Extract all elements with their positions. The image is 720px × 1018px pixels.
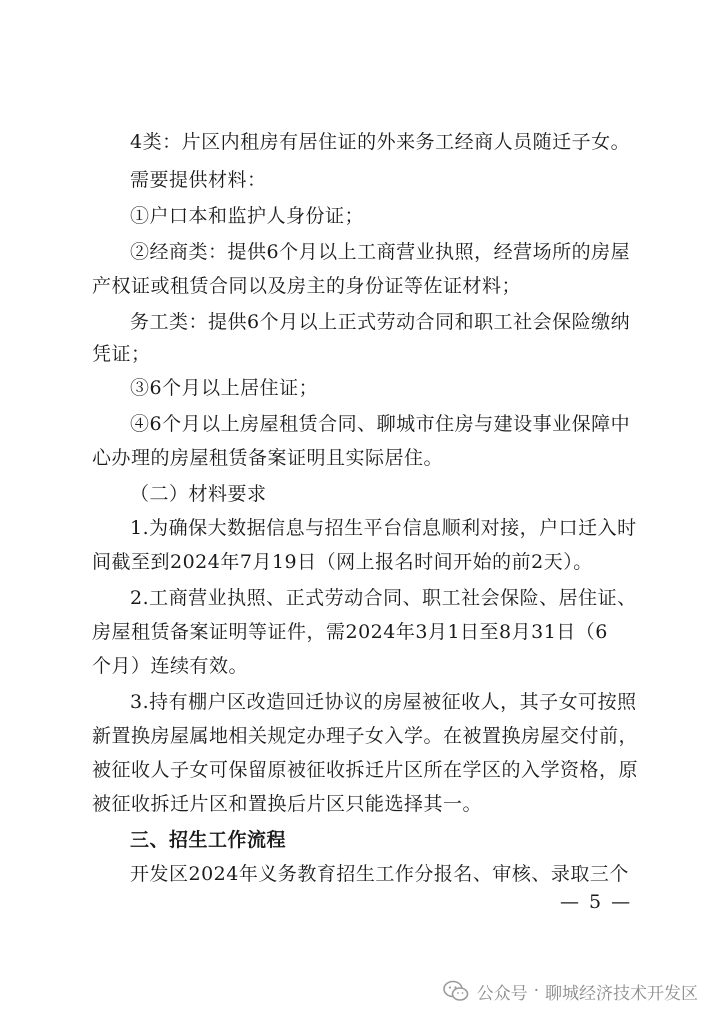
- text-line: 3.持有棚户区改造回迁协议的房屋被征收人，其子女可按照: [130, 691, 637, 713]
- wechat-icon: [443, 980, 469, 1002]
- text-line: 凭证；: [92, 343, 151, 365]
- watermark-account-name: 聊城经济技术开发区: [545, 983, 698, 1004]
- text-line: 心办理的房屋租赁备案证明且实际居住。: [92, 447, 444, 469]
- text-line: ②经商类：提供6个月以上工商营业执照，经营场所的房屋: [130, 241, 631, 263]
- watermark-prefix: 公众号: [476, 983, 528, 1004]
- text-line: 1.为确保大数据信息与招生平台信息顺利对接，户口迁入时: [130, 517, 637, 539]
- text-line: 个月）连续有效。: [92, 655, 249, 677]
- text-line: 新置换房屋属地相关规定办理子女入学。在被置换房屋交付前，: [92, 725, 639, 747]
- text-line: ④6个月以上房屋租赁合同、聊城市住房与建设事业保障中: [130, 413, 631, 435]
- text-line: 4类：片区内租房有居住证的外来务工经商人员随迁子女。: [130, 131, 631, 153]
- wechat-watermark: [443, 978, 698, 1004]
- text-line: 被征收人子女可保留原被征收拆迁片区所在学区的入学资格，原: [92, 759, 639, 781]
- text-line: 间截至到2024年7月19日（网上报名时间开始的前2天）。: [92, 551, 593, 573]
- text-line: 产权证或租赁合同以及房主的身份证等佐证材料；: [92, 275, 522, 297]
- text-line: 被征收拆迁片区和置换后片区只能选择其一。: [92, 793, 483, 815]
- text-line: ①户口本和监护人身份证；: [130, 205, 365, 227]
- section-heading: 三、招生工作流程: [130, 829, 287, 851]
- page-number: — 5 —: [560, 891, 633, 913]
- text-line: 房屋租赁备案证明等证件，需2024年3月1日至8月31日（6: [92, 621, 608, 643]
- watermark-separator: ·: [533, 981, 539, 1001]
- text-line: ③6个月以上居住证；: [130, 377, 319, 399]
- text-line: 2.工商营业执照、正式劳动合同、职工社会保险、居住证、: [130, 587, 637, 609]
- section-heading: （二）材料要求: [130, 483, 267, 505]
- text-line: 务工类：提供6个月以上正式劳动合同和职工社会保险缴纳: [130, 311, 631, 333]
- text-line: 需要提供材料：: [130, 169, 267, 191]
- text-line: 开发区2024年义务教育招生工作分报名、审核、录取三个: [130, 863, 629, 885]
